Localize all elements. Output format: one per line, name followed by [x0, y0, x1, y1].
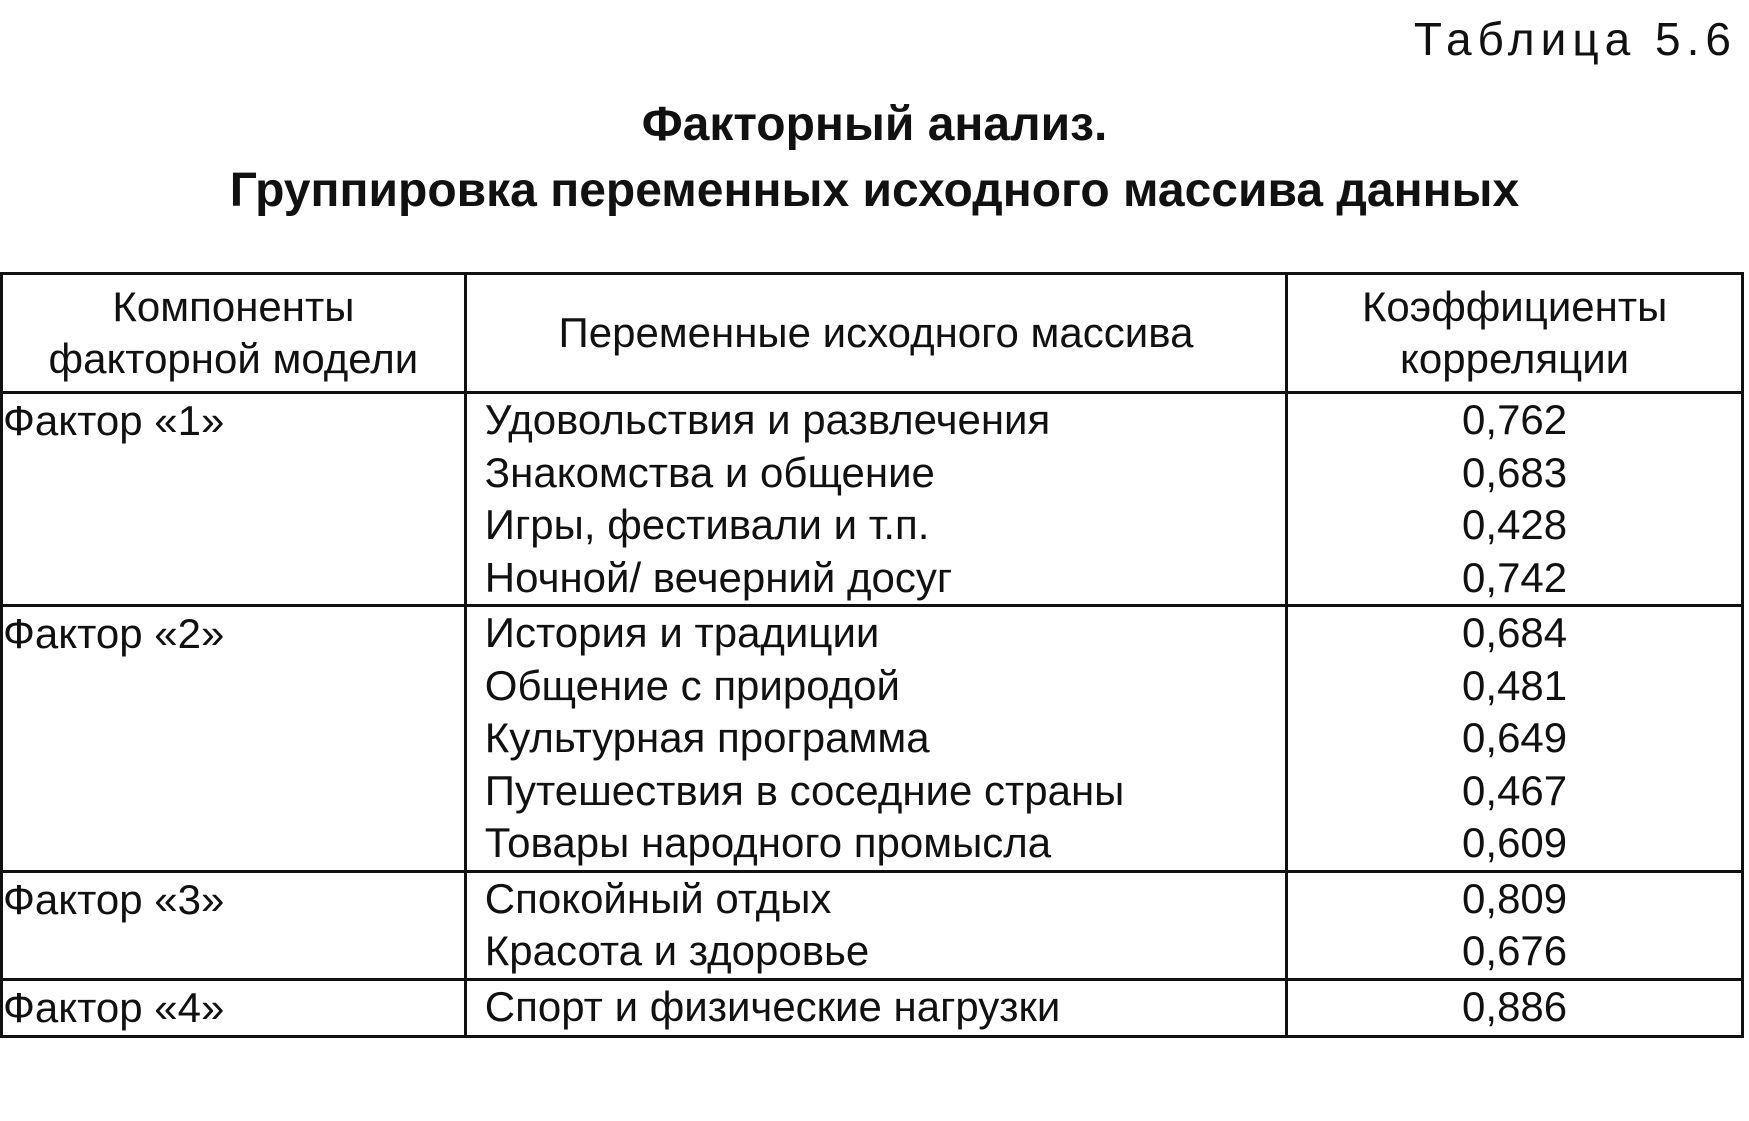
variables-cell: [465, 606, 1286, 872]
correlation-coefficient: 0,428: [1462, 501, 1568, 548]
correlation-coefficient: 0,886: [1462, 982, 1568, 1030]
variable-name: Спорт и физические нагрузки: [484, 982, 1061, 1030]
correlation-coefficient: 0,809: [1462, 874, 1568, 922]
variables-cell: [465, 871, 1286, 979]
header-components: [2, 274, 466, 393]
factor-name: Фактор «1»: [2, 393, 466, 606]
variables-cell: [465, 393, 1286, 606]
title-line-1: Факторный анализ.: [641, 98, 1108, 151]
coefficients-cell: [1287, 393, 1743, 606]
variable-name: Красота и здоровье: [484, 927, 870, 974]
table-number: Таблица 5.6: [1413, 13, 1737, 65]
table-title: [0, 92, 1749, 224]
correlation-coefficient: 0,481: [1462, 661, 1568, 709]
variable-name: Путешествия в соседние страны: [484, 766, 1125, 814]
factor-analysis-table: [0, 272, 1744, 1038]
coefficients-cell: [1287, 871, 1743, 979]
header-coefficients-line-2: корреляции: [1400, 335, 1630, 382]
correlation-coefficient: 0,684: [1462, 609, 1568, 656]
header-components-line-1: Компоненты: [112, 283, 355, 330]
correlation-coefficient: 0,742: [1462, 553, 1568, 601]
variables-cell: [465, 979, 1286, 1036]
factor-group-row: [2, 606, 1743, 872]
factor-group-row: [2, 393, 1743, 606]
correlation-coefficient: 0,609: [1462, 819, 1568, 866]
correlation-coefficient: 0,649: [1462, 714, 1568, 761]
factor-group-row: [2, 871, 1743, 979]
variable-name: Ночной/ вечерний досуг: [484, 553, 953, 601]
variable-name: Знакомства и общение: [484, 448, 935, 496]
correlation-coefficient: 0,676: [1462, 927, 1568, 974]
variable-name: Культурная программа: [484, 714, 930, 761]
variable-name: Удовольствия и развлечения: [484, 396, 1051, 443]
header-coefficients-line-1: Коэффициенты: [1361, 283, 1668, 330]
variable-name: История и традиции: [484, 609, 880, 656]
factor-name: Фактор «2»: [2, 606, 466, 872]
title-line-2: Группировка переменных исходного массива данных: [229, 164, 1520, 217]
correlation-coefficient: 0,467: [1462, 766, 1568, 814]
factor-name: Фактор «4»: [2, 979, 466, 1036]
header-variables: Переменные исходного массива: [465, 274, 1286, 393]
header-coefficients: [1287, 274, 1743, 393]
header-row: [2, 274, 1743, 393]
variable-name: Товары народного промысла: [484, 819, 1052, 866]
variable-name: Общение с природой: [484, 661, 900, 709]
correlation-coefficient: 0,683: [1462, 448, 1568, 496]
variable-name: Игры, фестивали и т.п.: [484, 501, 930, 548]
header-components-line-2: факторной модели: [48, 335, 419, 382]
correlation-coefficient: 0,762: [1462, 396, 1568, 443]
variable-name: Спокойный отдых: [484, 874, 832, 922]
factor-name: Фактор «3»: [2, 871, 466, 979]
factor-group-row: [2, 979, 1743, 1036]
table-body: [2, 393, 1743, 1037]
coefficients-cell: [1287, 979, 1743, 1036]
coefficients-cell: [1287, 606, 1743, 872]
